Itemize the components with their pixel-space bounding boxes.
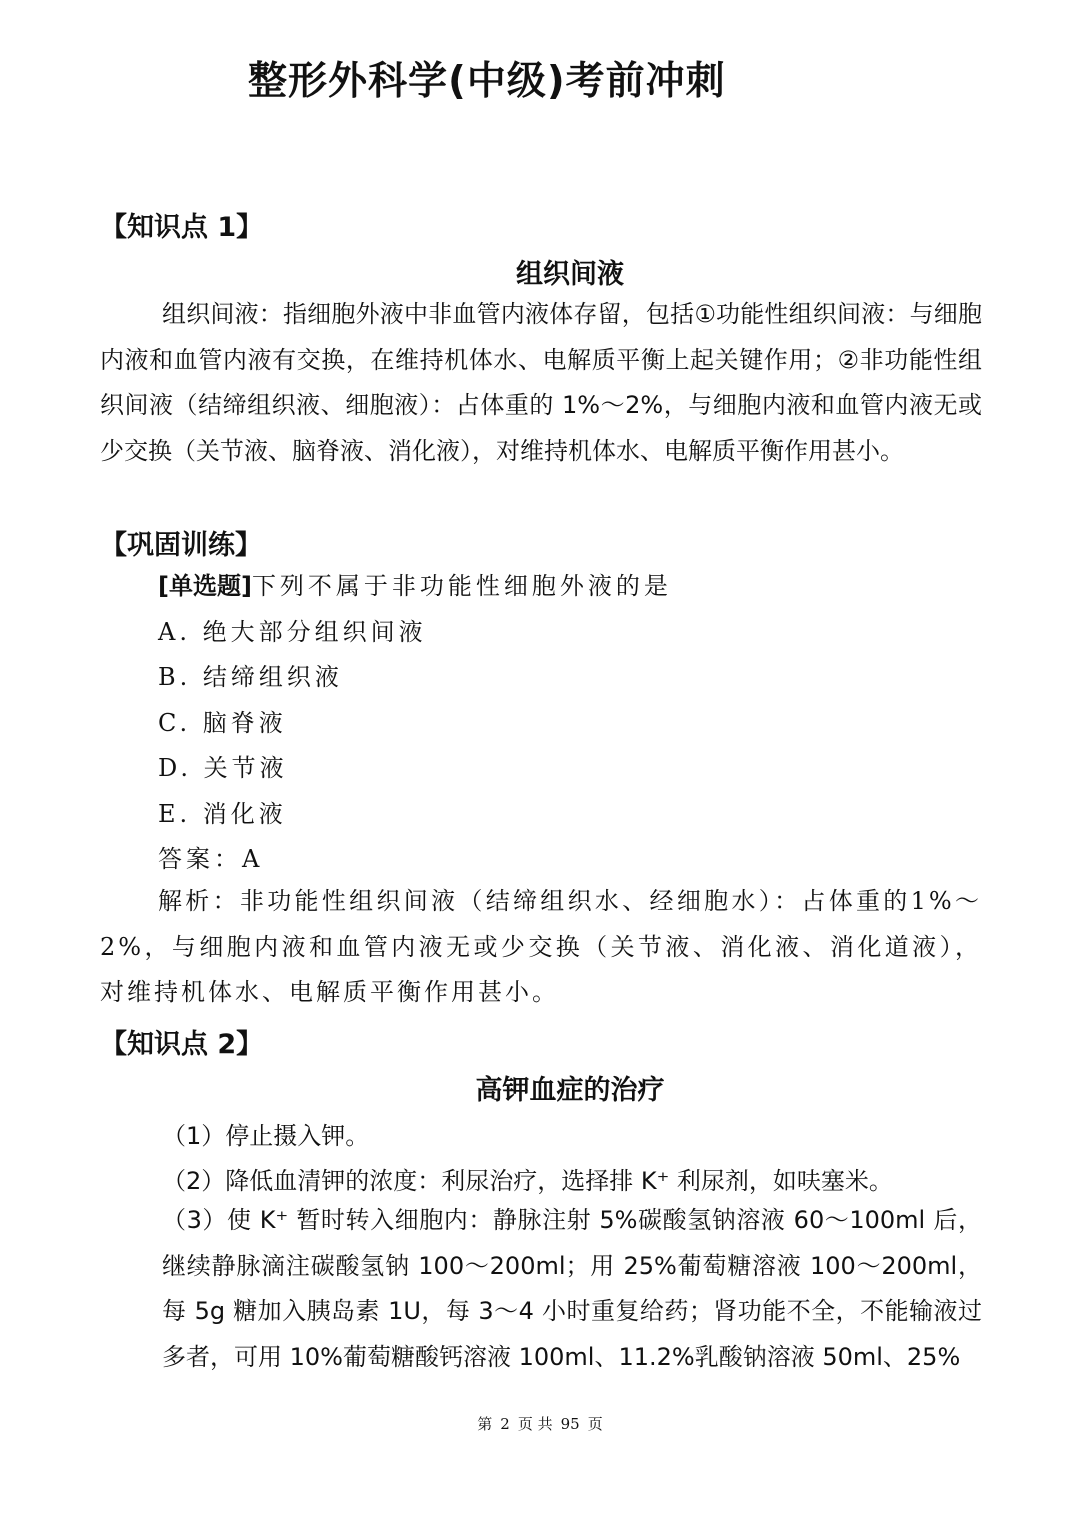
option-b: B. 结缔组织液 <box>158 663 343 691</box>
footer-prefix: 第 <box>477 1415 493 1433</box>
option-a: A. 绝大部分组织间液 <box>158 618 427 646</box>
footer-middle: 页 共 <box>517 1415 553 1433</box>
analysis-paragraph: 解析：非功能性组织间液（结缔组织水、经细胞水）：占体重的1%～2%，与细胞内液和血管内液无或少交换（关节液、消化液、消化道液），对维持机体水、电解质平衡作用甚小。 <box>100 887 982 1006</box>
question-text: 下列不属于非功能性细胞外液的是 <box>251 572 672 600</box>
question <box>158 566 672 601</box>
option-c: C. 脑脊液 <box>158 709 287 737</box>
footer-total-pages: 95 <box>560 1415 580 1433</box>
answer: 答案：A <box>158 845 264 873</box>
knowledge-point-1-label: 【知识点 1】 <box>100 212 264 243</box>
knowledge-point-1-heading: 组织间液 <box>516 259 624 290</box>
option-d: D. 关节液 <box>158 754 288 782</box>
document-title: 整形外科学(中级)考前冲刺 <box>248 59 726 104</box>
page-footer <box>0 1413 1080 1434</box>
treatment-item-1: （1）停止摄入钾。 <box>162 1122 370 1150</box>
treatment-item-2: （2）降低血清钾的浓度：利尿治疗，选择排 K⁺ 利尿剂，如呋塞米。 <box>162 1167 893 1195</box>
practice-label: 【巩固训练】 <box>100 530 262 561</box>
treatment-item-3: （3）使 K⁺ 暂时转入细胞内：静脉注射 5%碳酸氢钠溶液 60～100ml 后，继续静脉滴注碳酸氢钠 100～200ml；用 25%葡萄糖溶液 100～200ml，每 5g 糖加入胰岛素 1U，每 3～4 小时重复给药；肾功能不全，不能输液过多者，可用 10%葡萄糖酸钙溶液 100ml、11.2%乳酸钠溶液 50ml、25% <box>162 1206 982 1371</box>
knowledge-point-2-label: 【知识点 2】 <box>100 1029 264 1060</box>
knowledge-point-2-heading: 高钾血症的治疗 <box>475 1075 665 1106</box>
option-e: E. 消化液 <box>158 800 287 828</box>
footer-current-page: 2 <box>500 1415 510 1433</box>
footer-suffix: 页 <box>587 1415 603 1433</box>
question-type-tag: [单选题] <box>158 572 252 600</box>
knowledge-point-1-paragraph: 组织间液：指细胞外液中非血管内液体存留，包括①功能性组织间液：与细胞内液和血管内液有交换，在维持机体水、电解质平衡上起关键作用；②非功能性组织间液（结缔组织液、细胞液）：占体重的 1%～2%，与细胞内液和血管内液无或少交换（关节液、脑脊液、消化液），对维持机体水、电解质平衡作用甚小。 <box>100 300 982 465</box>
